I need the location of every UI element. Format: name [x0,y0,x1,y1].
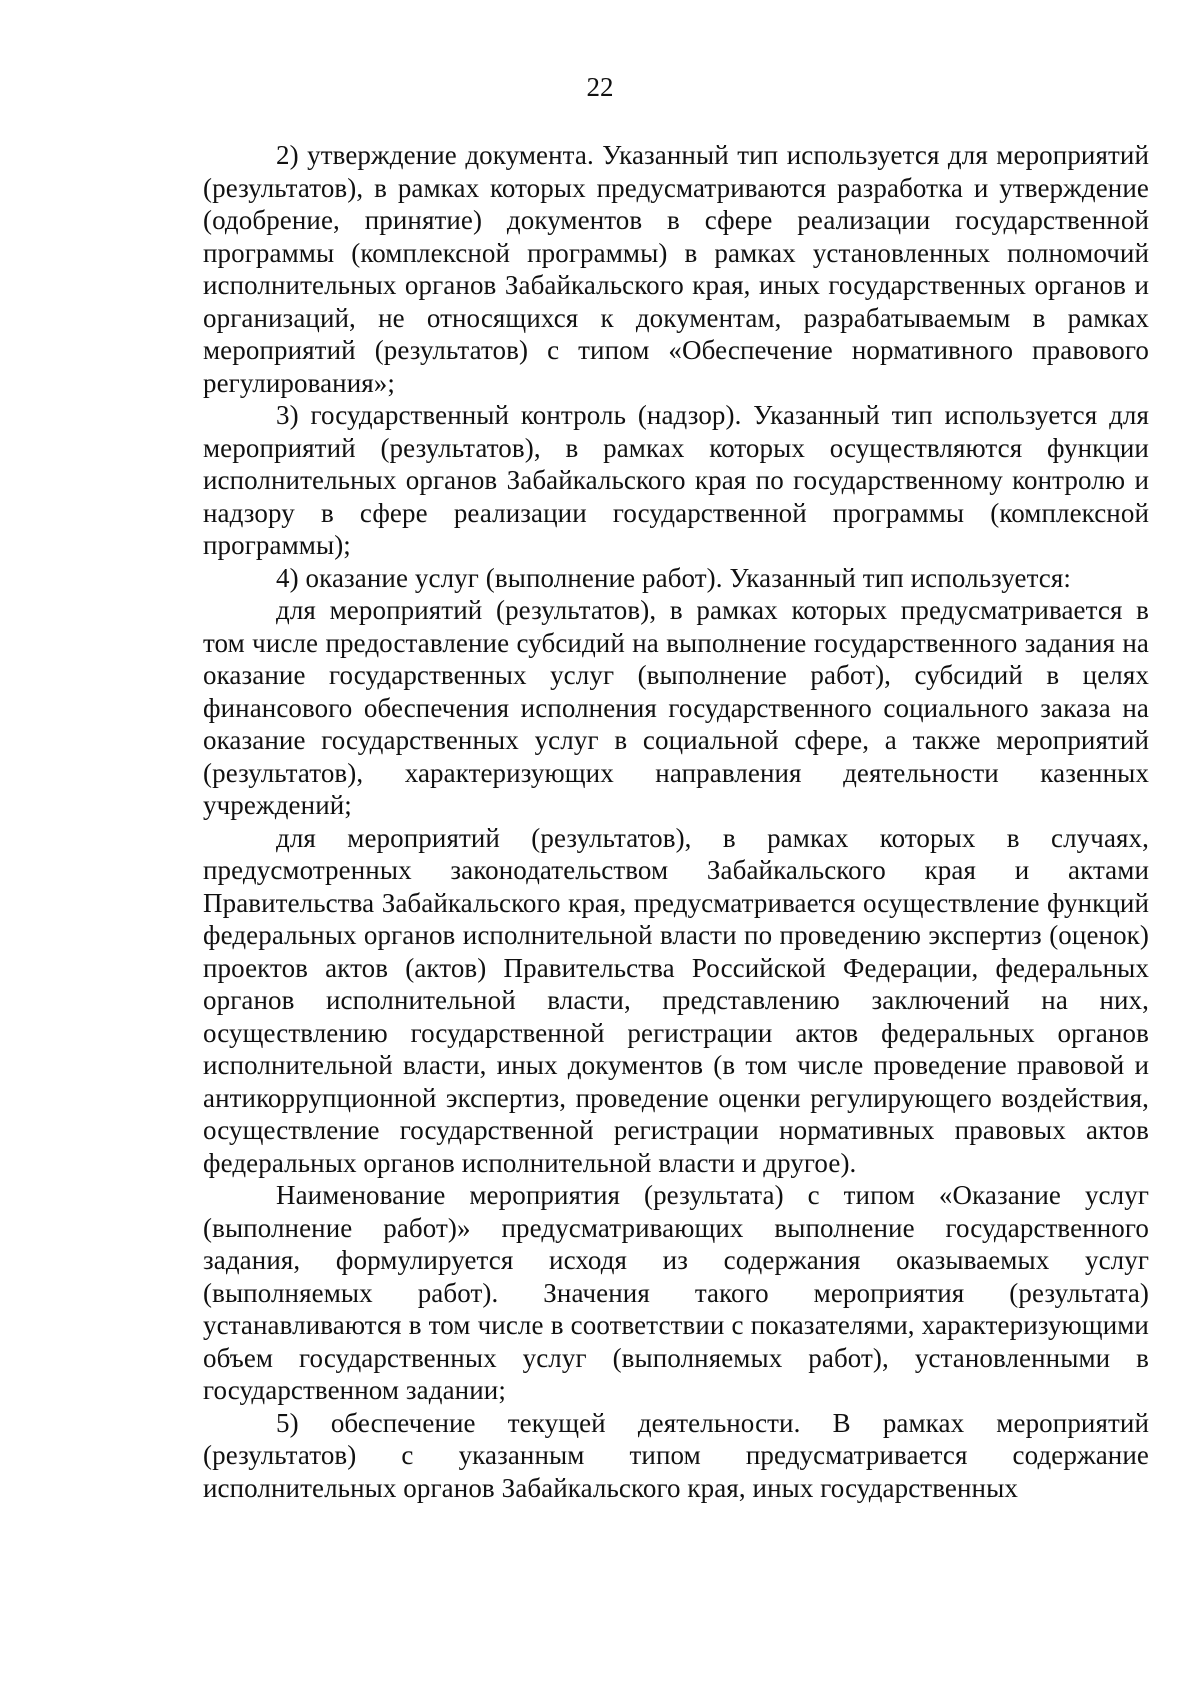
paragraph-current-activity: 5) обеспечение текущей деятельности. В рамках мероприятий (результатов) с указанным типом предусматривается содержание исполнительных органов Забайкальского края, иных государственных [203,1407,1149,1503]
paragraph-services-naming: Наименование мероприятия (результата) с типом «Оказание услуг (выполнение работ)» предусматривающих выполнение государственного задания, формулируется исходя из содержания оказываемых услуг (выполняемых работ). Значения такого мероприятия (результата) устанавливаются в том числе в соответствии с показателями, характеризующими объем государственных услуг (выполняемых работ), установленными в государственном задании; [203,1180,1149,1405]
paragraph-state-control: 3) государственный контроль (надзор). Указанный тип используется для мероприятий (результатов), в рамках которых осуществляются функции исполнительных органов Забайкальского края по государственному контролю и надзору в сфере реализации государственной программы (комплексной программы); [203,400,1149,560]
paragraph-services-intro: 4) оказание услуг (выполнение работ). Указанный тип используется: [276,562,1072,593]
document-body [203,139,1149,1504]
paragraph-document-approval: 2) утверждение документа. Указанный тип используется для мероприятий (результатов), в рамках которых предусматриваются разработка и утверждение (одобрение, принятие) документов в сфере реализации государственной программы (комплексной программы) в рамках установленных полномочий исполнительных органов Забайкальского края, иных государственных органов и организаций, не относящихся к документам, разрабатываемым в рамках мероприятий (результатов) с типом «Обеспечение нормативного правового регулирования»; [203,140,1149,398]
page-number: 22 [586,72,614,102]
paragraph-services-federal-functions: для мероприятий (результатов), в рамках которых в случаях, предусмотренных законодательством Забайкальского края и актами Правительства Забайкальского края, предусматривается осуществление функций федеральных органов исполнительной власти по проведению экспертиз (оценок) проектов актов (актов) Правительства Российской Федерации, федеральных органов исполнительной власти, представлению заключений на них, осуществлению государственной регистрации актов федеральных органов исполнительной власти, иных документов (в том числе проведение правовой и антикоррупционной экспертиз, проведение оценки регулирующего воздействия, осуществление государственной регистрации нормативных правовых актов федеральных органов исполнительной власти и другое). [203,822,1149,1178]
paragraph-services-subsidies: для мероприятий (результатов), в рамках которых предусматривается в том числе предоставление субсидий на выполнение государственного задания на оказание государственных услуг (выполнение работ), субсидий в целях финансового обеспечения исполнения государственного социального заказа на оказание государственных услуг в социальной сфере, а также мероприятий (результатов), характеризующих направления деятельности казенных учреждений; [203,595,1149,820]
